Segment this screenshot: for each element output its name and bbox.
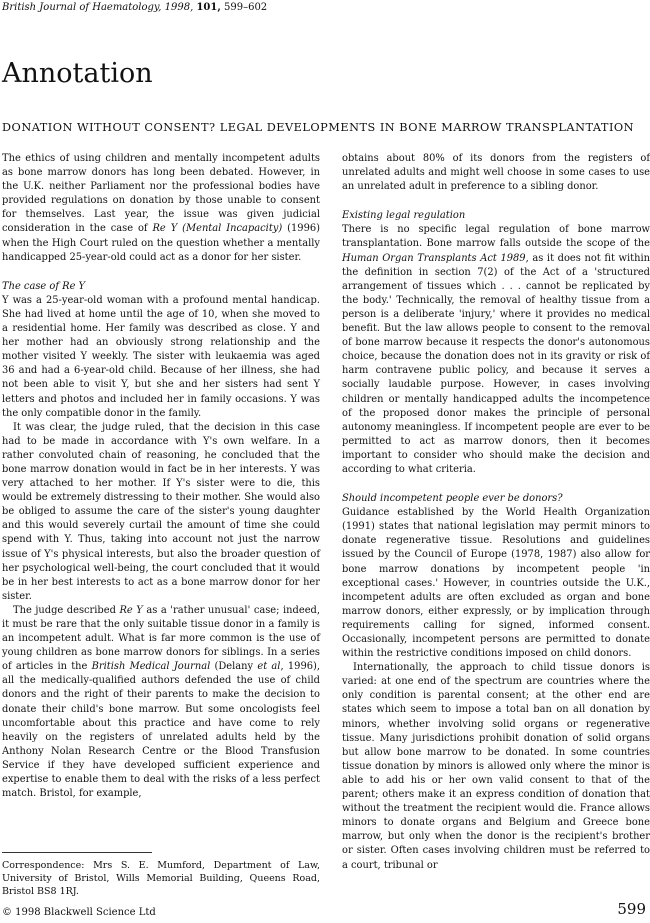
journal-volume: 101, [196,2,221,13]
article-type-title: Annotation [2,58,153,89]
paragraph: The judge described Re Y as a 'rather unusual' case; indeed, it must be rare that the only suitable tissue donor in a family is an incompetent adult. What is far more common is the use of young children as bone marrow donors for siblings. In a series of articles in the British Medical Journal (Delany et al, 1996), all the medically-qualified authors defended the use of child donors and the right of their parents to make the decision to donate their child's bone marrow. But some oncologists feel uncomfortable about this practice and have come to rely heavily on the registers of unrelated adults held by the Anthony Nolan Research Centre or the Blood Transfusion Service if they have developed sufficient experience and expertise to enable them to deal with the risks of a less perfect match. Bristol, for example, [2,604,321,800]
paragraph: It was clear, the judge ruled, that the decision in this case had to be made in accordance with Y's own welfare. In a rather convoluted chain of reasoning, he concluded that the bone marrow donation would in fact be in her interests. Y was very attached to her mother. If Y's sister were to die, this would be extremely distressing to their mother. She would also be obliged to assume the care of the sister's young daughter and this would severely curtail the amount of time she could spend with Y. Thus, taking into account not just the narrow issue of Y's physical interests, but also the broader question of her psychological well-being, the court concluded that it would be in her best interests to act as a bone marrow donor for her sister. [2,421,320,602]
paragraph: There is no specific legal regulation of bone marrow transplantation. Bone marrow falls outside the scope of the Human Organ Transplants Act 1989, as it does not fit within the definition in section 7(2) of the Act of a 'structured arrangement of tissues which . . . cannot be replicated by the body.' Technically, the removal of healthy tissue from a person is a deliberate 'injury,' where it provides no medical benefit. But the law allows people to consent to the removal of bone marrow because it respects the donor's autonomous choice, because the donation does not in its gravity or risk of harm contravene public policy, and because it serves a socially laudable purpose. However, in cases involving children or mentally handicapped adults the incompetence of the proposed donor makes the principle of personal autonomy meaningless. If incompetent people are ever to be permitted to act as marrow donors, then it becomes important to consider who should make the decision and according to what criteria. [342,224,650,475]
page-number: 599 [617,900,646,918]
paragraph: The ethics of using children and mentally incompetent adults as bone marrow donors has long been debated. However, in the U.K. neither Parliament nor the professional bodies have provided regulations on donation by those unable to consent for themselves. Last year, the issue was given judicial consideration in the case of Re Y (Mental Incapacity) (1996) when the High Court ruled on the question whether a mentally handicapped 25-year-old could act as a donor for her sister. [2,153,320,263]
running-head [2,2,267,13]
paragraph: Guidance established by the World Health Organization (1991) states that national legislation may permit minors to donate regenerative tissue. Resolutions and guidelines issued by the Council of Europe (1978, 1987) also allow for bone marrow donations by incompetent people 'in exceptional cases.' However, in countries outside the U.K., incompetent adults are often excluded as organ and bone marrow donors, either expressly, or by implication through requirements calling for signed, informed consent. Occasionally, incompetent persons are permitted to donate within the restrictive conditions imposed on child donors. [342,507,650,660]
left-column [2,152,320,801]
section-heading: The case of Re Y [2,280,86,292]
journal-name: British Journal of Haematology, [2,2,162,13]
journal-pages: 599–602 [224,2,268,13]
paragraph: obtains about 80% of its donors from the registers of unrelated adults and might well choose in some cases to use an unrelated adult in preference to a sibling donor. [342,153,650,193]
paragraph: Internationally, the approach to child tissue donors is varied: at one end of the spectrum are countries where the only condition is parental consent; at the other end are states which seem to impose a total ban on all donation by minors, whether involving solid organs or regenerative tissue. Many jurisdictions prohibit donation of solid organs but allow bone marrow to be donated. In some countries tissue donation by minors is allowed only where the minor is able to add his or her own valid consent to that of the parent; others make it an express condition of donation that without the treatment the recipient would die. France allows minors to donate organs and Belgium and Greece bone marrow, but only when the donor is the recipient's brother or sister. Often cases involving children must be referred to a court, tribunal or [342,662,650,871]
right-column [342,152,650,873]
footnote-divider [2,852,152,853]
paragraph: Y was a 25-year-old woman with a profound mental handicap. She had lived at home until the age of 10, when she moved to a residential home. Her family was described as close. Y and her mother had an obviously strong relationship and the mother visited Y weekly. The sister with leukaemia was aged 36 and had a 6-year-old child. Because of her illness, she had not been able to visit Y, but she and her sisters had sent Y letters and photos and included her in family occasions. Y was the only compatible donor in the family. [2,294,320,419]
section-heading: Should incompetent people ever be donors? [342,493,563,505]
copyright: © 1998 Blackwell Science Ltd [2,907,156,918]
section-heading: Existing legal regulation [342,210,466,222]
correspondence-footnote: Correspondence: Mrs S. E. Mumford, Department of Law, University of Bristol, Wills Memorial Building, Queens Road, Bristol BS8 1RJ. [2,860,320,897]
article-title: DONATION WITHOUT CONSENT? LEGAL DEVELOPMENTS IN BONE MARROW TRANSPLANTATION [2,121,635,134]
journal-year: 1998, [164,2,194,13]
